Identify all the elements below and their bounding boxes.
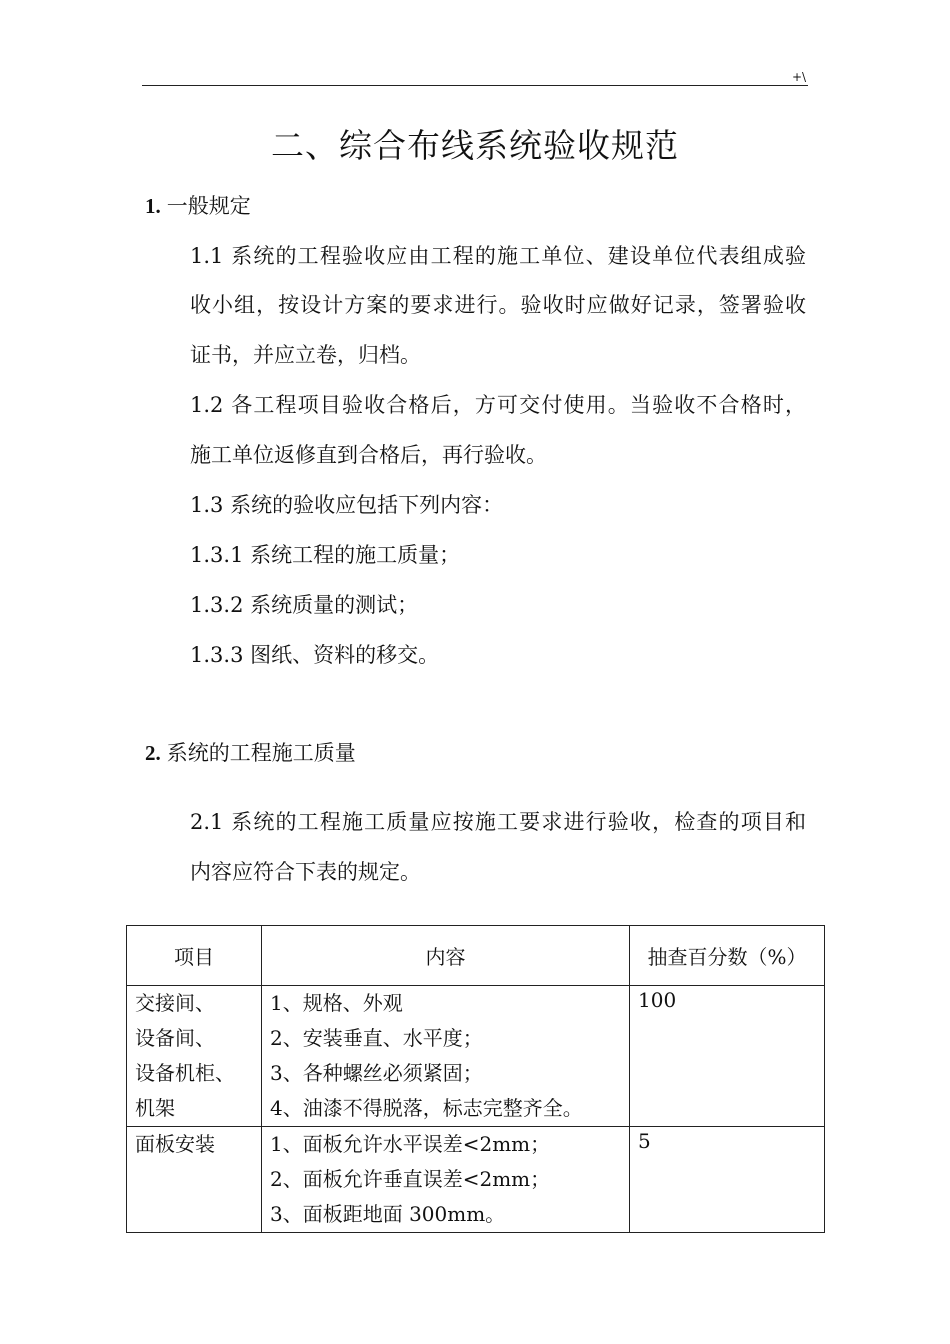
table-header-content: 内容 [262, 926, 630, 986]
document-title: 二、综合布线系统验收规范 [271, 126, 679, 166]
table-header-item: 项目 [127, 926, 262, 986]
paragraph-1-3-3: 1.3.3 图纸、资料的移交。 [190, 643, 440, 667]
item-line: 交接间、 [135, 991, 215, 1015]
content-line: 2、安装垂直、水平度； [270, 1026, 483, 1050]
paragraph-1-3: 1.3 系统的验收应包括下列内容： [190, 493, 504, 517]
table-cell-content [262, 986, 630, 1127]
table-row [127, 986, 825, 1127]
item-line: 机架 [135, 1096, 175, 1120]
header-rule [142, 85, 808, 86]
paragraph-2-1-line-1: 2.1 系统的工程施工质量应按施工要求进行验收，检查的项目和 [190, 810, 806, 834]
paragraph-1-1-line-2: 收小组，按设计方案的要求进行。验收时应做好记录，签署验收 [190, 293, 806, 317]
item-line: 设备机柜、 [135, 1061, 235, 1085]
table-cell-item [127, 986, 262, 1127]
inspection-table [126, 925, 825, 1233]
section-1-title: 一般规定 [166, 194, 251, 218]
item-line: 面板安装 [135, 1132, 215, 1156]
table-header-percent: 抽查百分数（%） [630, 926, 825, 986]
section-2-title: 系统的工程施工质量 [166, 741, 356, 765]
header-mark: +\ [792, 70, 807, 84]
section-1-heading [145, 191, 251, 221]
item-line: 设备间、 [135, 1026, 215, 1050]
content-line: 2、面板允许垂直误差<2mm； [270, 1167, 551, 1191]
content-line: 1、面板允许水平误差<2mm； [270, 1132, 551, 1156]
paragraph-1-2-line-1: 1.2 各工程项目验收合格后，方可交付使用。当验收不合格时， [190, 393, 806, 417]
section-1-number: 1. [145, 194, 161, 218]
table-cell-content [262, 1127, 630, 1233]
section-2-number: 2. [145, 741, 161, 765]
content-line: 4、油漆不得脱落，标志完整齐全。 [270, 1096, 583, 1120]
table-header-row [127, 926, 825, 986]
section-2-heading [145, 738, 356, 768]
table-cell-item [127, 1127, 262, 1233]
paragraph-1-3-2: 1.3.2 系统质量的测试； [190, 593, 419, 617]
table-row [127, 1127, 825, 1233]
paragraph-2-1-line-2: 内容应符合下表的规定。 [190, 860, 421, 884]
paragraph-1-3-1: 1.3.1 系统工程的施工质量； [190, 543, 461, 567]
table-cell-percent: 5 [630, 1127, 825, 1233]
content-line: 1、规格、外观 [270, 991, 403, 1015]
paragraph-1-1-line-3: 证书，并应立卷，归档。 [190, 343, 421, 367]
content-line: 3、各种螺丝必须紧固； [270, 1061, 483, 1085]
content-line: 3、面板距地面 300mm。 [270, 1202, 506, 1226]
paragraph-1-2-line-2: 施工单位返修直到合格后，再行验收。 [190, 443, 547, 467]
paragraph-1-1-line-1: 1.1 系统的工程验收应由工程的施工单位、建设单位代表组成验 [190, 244, 806, 268]
table-cell-percent: 100 [630, 986, 825, 1127]
